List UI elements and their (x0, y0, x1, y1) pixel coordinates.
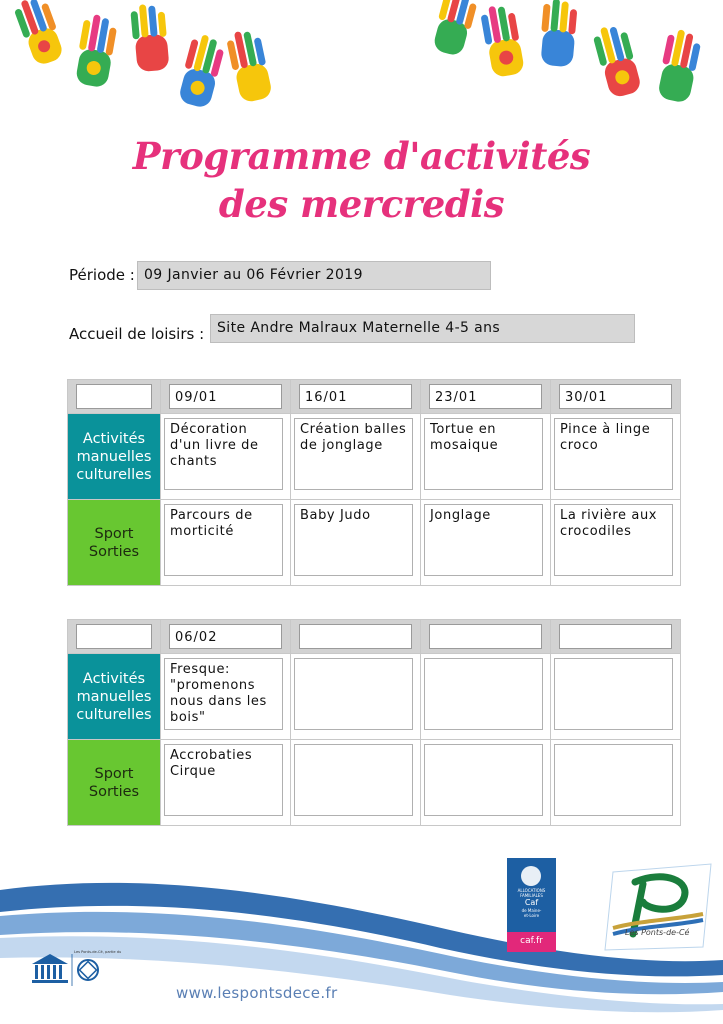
caf-url: caf.fr (520, 936, 543, 946)
category-label: manuelles (76, 448, 152, 465)
table-row (68, 414, 681, 500)
caf-logo (507, 858, 556, 954)
unesco-logos (28, 950, 133, 1015)
category-sport (68, 740, 161, 826)
category-label: Sorties (88, 783, 140, 800)
activity-field[interactable]: Accrobaties Cirque (164, 744, 283, 816)
blank-header-field[interactable] (76, 384, 152, 409)
caf-text: de Maine- (521, 908, 542, 913)
accueil-label: Accueil de loisirs : (69, 325, 205, 343)
activity-field[interactable] (424, 658, 543, 730)
activity-field[interactable] (554, 744, 673, 816)
category-label: Sport (94, 765, 134, 782)
activity-field[interactable]: La rivière aux crocodiles (554, 504, 673, 576)
activity-field[interactable]: Fresque: "promenons nous dans les bois" (164, 658, 283, 730)
date-field[interactable]: 23/01 (429, 384, 542, 409)
accueil-field[interactable]: Site Andre Malraux Maternelle 4-5 ans (210, 314, 635, 343)
table-row (68, 740, 681, 826)
page-title (0, 132, 723, 228)
category-label: culturelles (76, 706, 152, 723)
category-label: Activités (82, 670, 146, 687)
painted-hands-illustration (423, 0, 723, 125)
category-label: Sport (94, 525, 134, 542)
activity-field[interactable] (424, 744, 543, 816)
activity-field[interactable]: Jonglage (424, 504, 543, 576)
category-manuelles (68, 654, 161, 740)
category-label: culturelles (76, 466, 152, 483)
date-field[interactable] (299, 624, 412, 649)
blank-header-field[interactable] (76, 624, 152, 649)
activity-field[interactable]: Tortue en mosaique (424, 418, 543, 490)
town-name: Les Ponts-de-Cé (625, 928, 690, 937)
table-row (68, 500, 681, 586)
caf-name: Caf (524, 898, 539, 907)
unesco-text: Les Ponts-de-Cé, partie du (74, 950, 122, 954)
activity-table-1 (67, 379, 681, 586)
date-field[interactable]: 09/01 (169, 384, 282, 409)
date-field[interactable] (429, 624, 542, 649)
website-link[interactable]: www.lespontsdece.fr (176, 984, 338, 1002)
activity-field[interactable]: Parcours de morticité (164, 504, 283, 576)
periode-field[interactable]: 09 Janvier au 06 Février 2019 (137, 261, 491, 290)
title-line-2: des mercredis (218, 182, 505, 226)
table-header-row (68, 620, 681, 654)
category-label: Activités (82, 430, 146, 447)
caf-text: FAMILIALES (520, 893, 543, 898)
activity-field[interactable] (294, 744, 413, 816)
table-header-row (68, 380, 681, 414)
ponts-de-ce-logo (603, 862, 713, 952)
category-label: manuelles (76, 688, 152, 705)
activity-field[interactable]: Décoration d'un livre de chants (164, 418, 283, 490)
category-label: Sorties (88, 543, 140, 560)
date-field[interactable]: 30/01 (559, 384, 672, 409)
activity-field[interactable] (554, 658, 673, 730)
activity-field[interactable] (294, 658, 413, 730)
activity-field[interactable]: Création balles de jonglage (294, 418, 413, 490)
category-manuelles (68, 414, 161, 500)
painted-hands-illustration (0, 0, 300, 125)
caf-text: et-Loire (523, 913, 540, 918)
activity-field[interactable]: Pince à linge croco (554, 418, 673, 490)
title-line-1: Programme d'activités (132, 134, 591, 178)
table-row (68, 654, 681, 740)
date-field[interactable]: 16/01 (299, 384, 412, 409)
category-sport (68, 500, 161, 586)
caf-text: ALLOCATIONS (517, 888, 546, 893)
date-field[interactable]: 06/02 (169, 624, 282, 649)
date-field[interactable] (559, 624, 672, 649)
periode-label: Période : (69, 266, 135, 284)
activity-field[interactable]: Baby Judo (294, 504, 413, 576)
activity-table-2 (67, 619, 681, 826)
